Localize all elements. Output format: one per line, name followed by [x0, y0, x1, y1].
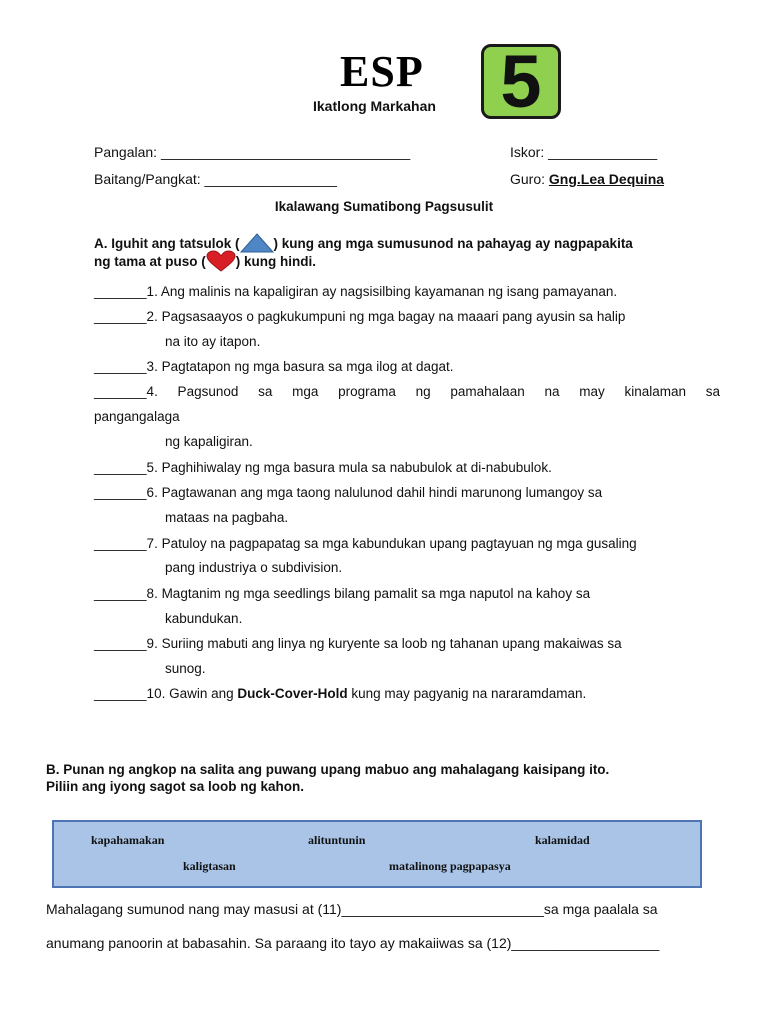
- word-choice: kapahamakan: [91, 833, 165, 847]
- item-4-continued: ng kapaligiran.: [165, 434, 253, 449]
- word-bank-box: [52, 820, 702, 888]
- word-choice: alituntunin: [308, 833, 366, 847]
- page-title: ESP: [340, 47, 424, 96]
- item-9[interactable]: _______9. Suriing mabuti ang linya ng kuryente sa loob ng tahanan upang makaiwas sa: [94, 636, 622, 651]
- item-8-continued: kabundukan.: [165, 611, 243, 626]
- item-6[interactable]: _______6. Pagtawanan ang mga taong nalulunod dahil hindi marunong lumangoy sa: [94, 485, 603, 500]
- score-field[interactable]: Iskor: ______________: [510, 144, 658, 160]
- item-7-continued: pang industriya o subdivision.: [165, 560, 343, 575]
- word-choice: matalinong pagpapasya: [389, 859, 511, 873]
- section-field[interactable]: Baitang/Pangkat: _________________: [94, 171, 337, 187]
- test-title: Ikalawang Sumatibong Pagsusulit: [274, 199, 494, 214]
- part-b-instruction-line1: B. Punan ng angkop na salita ang puwang upang mabuo ang mahalagang kaisipang ito.: [46, 762, 610, 777]
- item-10[interactable]: [94, 686, 586, 701]
- item-7[interactable]: _______7. Patuloy na pagpapatag sa mga kabundukan upang pagtayuan ng mga gusaling: [94, 536, 637, 551]
- instruction-text: A. Iguhit ang tatsulok (: [94, 236, 240, 252]
- name-field[interactable]: Pangalan: ________________________________: [94, 144, 411, 160]
- item-3[interactable]: _______3. Pagtatapon ng mga basura sa mga ilog at dagat.: [94, 359, 454, 374]
- part-b-instruction-line2: Piliin ang iyong sagot sa loob ng kahon.: [46, 779, 305, 794]
- grade-badge: [481, 40, 561, 123]
- instruction-text: ng tama at puso (: [94, 254, 206, 270]
- fill-in-paragraph-line2[interactable]: anumang panoorin at babasahin. Sa paraang ito tayo ay makaiiwas sa (12)___________________: [46, 935, 660, 951]
- item-10-text: _______10. Gawin ang: [94, 686, 238, 701]
- item-4[interactable]: _______4. Pagsunod sa mga programa ng pamahalaan na may kinalaman sa: [94, 384, 720, 399]
- item-6-continued: mataas na pagbaha.: [165, 510, 289, 525]
- item-5[interactable]: _______5. Paghihiwalay ng mga basura mula sa nabubulok at di-nabubulok.: [94, 460, 552, 475]
- heart-icon: [206, 250, 236, 275]
- item-8[interactable]: _______8. Magtanim ng mga seedlings bilang pamalit sa mga naputol na kahoy sa: [94, 586, 591, 601]
- item-2-continued: na ito ay itapon.: [165, 334, 261, 349]
- item-10-text: kung may pagyanig na nararamdaman.: [347, 686, 587, 701]
- quarter-subtitle: Ikatlong Markahan: [313, 98, 436, 114]
- word-choice: kaligtasan: [183, 859, 236, 873]
- word-choice: kalamidad: [535, 833, 590, 847]
- fill-in-paragraph-line1[interactable]: Mahalagang sumunod nang may masusi at (11)__________________________sa mga paalala sa: [46, 901, 658, 917]
- grade-number: 5: [500, 40, 542, 123]
- part-a-instruction-line2: [94, 250, 316, 275]
- instruction-text: ) kung hindi.: [235, 254, 317, 270]
- item-10-emphasis: Duck-Cover-Hold: [237, 686, 348, 701]
- teacher-label: Guro:: [510, 171, 546, 187]
- item-4-continued: pangangalaga: [94, 409, 180, 424]
- teacher-field: [510, 171, 664, 187]
- instruction-text: ) kung ang mga sumusunod na pahayag ay nagpapakita: [273, 236, 633, 252]
- item-9-continued: sunog.: [165, 661, 206, 676]
- item-2[interactable]: _______2. Pagsasaayos o pagkukumpuni ng mga bagay na maaari pang ayusin sa halip: [94, 309, 626, 324]
- item-1[interactable]: _______1. Ang malinis na kapaligiran ay nagsisilbing kayamanan ng isang pamayanan.: [94, 284, 618, 299]
- teacher-name: Gng.Lea Dequina: [548, 171, 665, 187]
